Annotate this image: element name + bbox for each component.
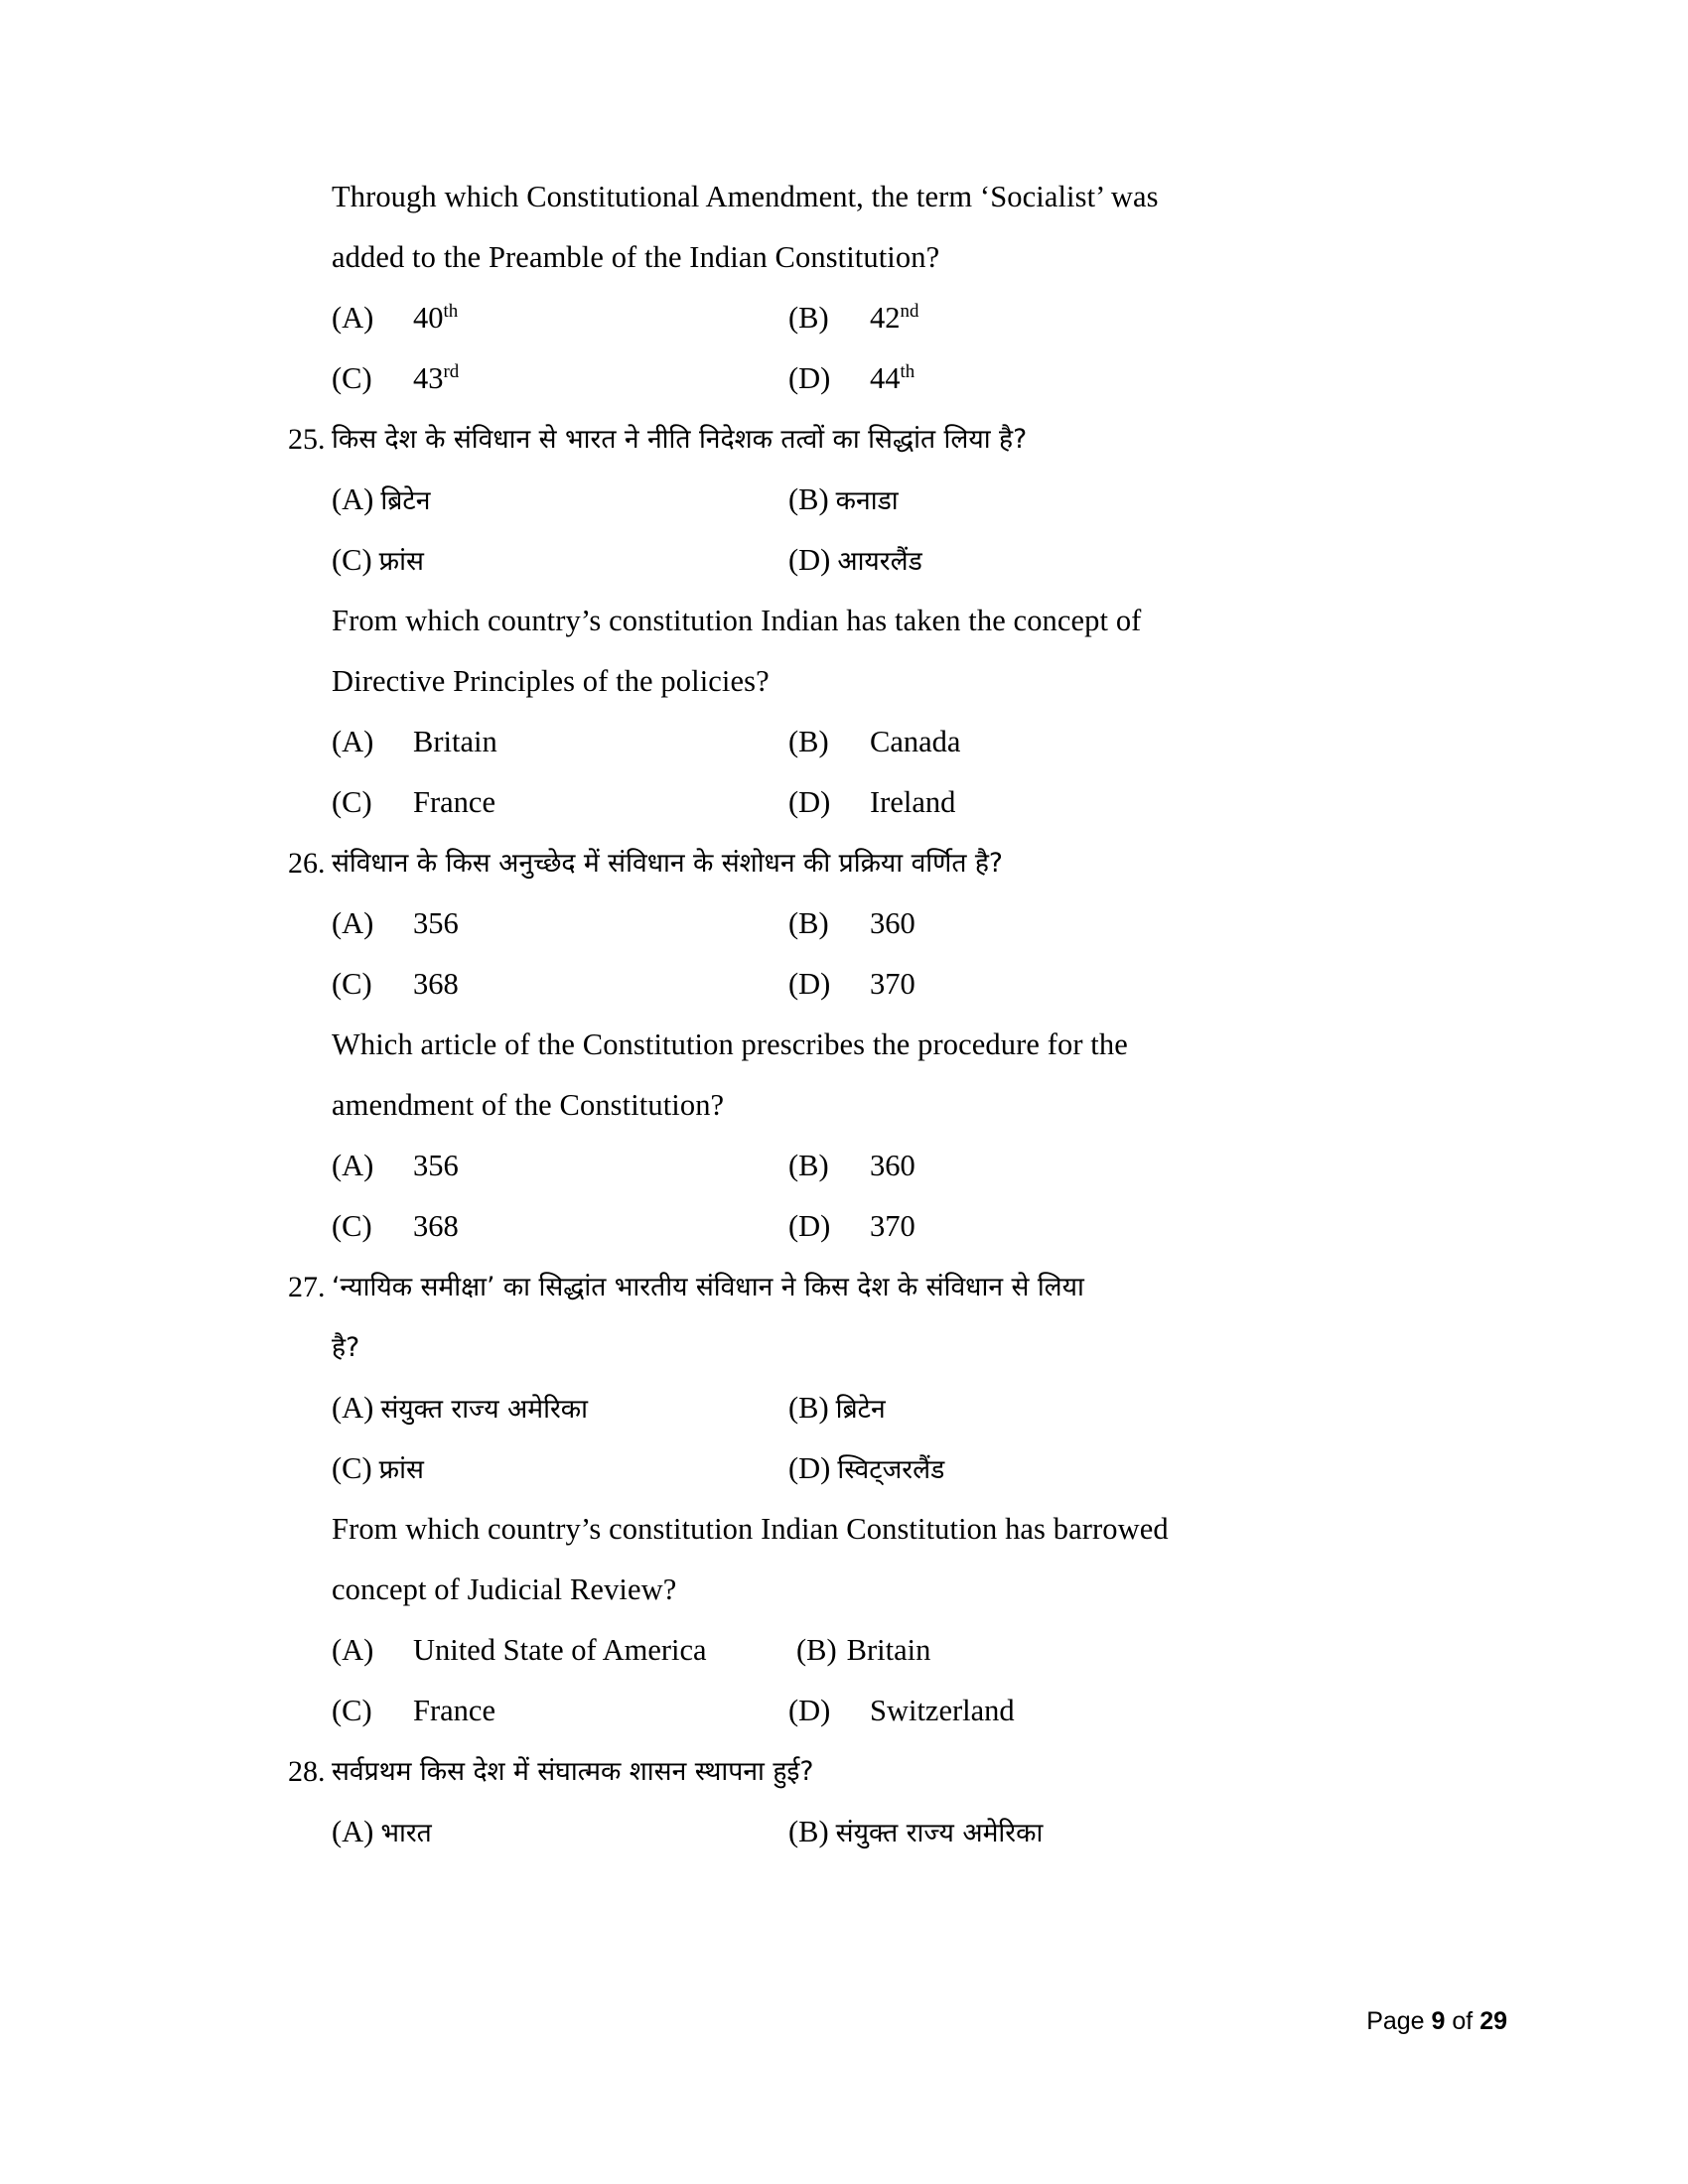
q25-stem-english-line2: Directive Principles of the policies? <box>332 664 770 698</box>
q26-option-a-hindi[interactable] <box>332 893 459 954</box>
q25-hindi-options-row-2 <box>288 530 1400 591</box>
q26-option-d-hindi[interactable] <box>788 954 915 1015</box>
option-label: (C) <box>332 785 372 819</box>
option-label: (A) <box>332 725 374 758</box>
q27-option-c-english[interactable] <box>332 1681 495 1741</box>
option-label: (D) <box>788 1694 831 1727</box>
q27-english-options-row-1 <box>288 1620 1400 1681</box>
q25-option-a-english[interactable] <box>332 712 497 772</box>
option-value: 368 <box>413 1209 459 1243</box>
q24-option-c[interactable] <box>332 348 459 409</box>
option-value: France <box>413 785 495 819</box>
q24-option-d[interactable] <box>788 348 914 409</box>
option-label: (D) <box>788 1209 831 1243</box>
option-label: (D) <box>788 1451 831 1485</box>
option-value: 44th <box>870 360 915 395</box>
q27-english-options-row-2 <box>288 1681 1400 1741</box>
option-label: (A) <box>332 1391 374 1425</box>
q25-english-options-row-2 <box>288 772 1400 833</box>
q26-option-b-hindi[interactable] <box>788 893 915 954</box>
option-value: फ्रांस <box>378 546 424 577</box>
option-label: (B) <box>788 1391 829 1425</box>
option-label: (A) <box>332 1149 374 1182</box>
q28-stem-hindi <box>288 1741 1400 1802</box>
option-label: (B) <box>788 906 829 940</box>
q25-hindi-options-row-1 <box>288 470 1400 530</box>
option-label: (C) <box>332 1694 372 1727</box>
ordinal-suffix: rd <box>443 360 460 382</box>
q26-option-b-english[interactable] <box>788 1136 915 1196</box>
option-label: (B) <box>796 1633 837 1667</box>
option-value: 43rd <box>413 360 460 395</box>
q26-option-c-hindi[interactable] <box>332 954 459 1015</box>
option-value: फ्रांस <box>378 1454 424 1485</box>
option-value: संयुक्त राज्य अमेरिका <box>380 1394 589 1425</box>
option-label: (D) <box>788 785 831 819</box>
q28-stem-hindi-text: सर्वप्रथम किस देश में संघात्मक शासन स्थापना हुई? <box>332 1756 814 1787</box>
option-label: (C) <box>332 967 372 1001</box>
q28-option-b-hindi[interactable] <box>788 1802 1043 1863</box>
option-value: Britain <box>846 1633 931 1667</box>
option-label: (B) <box>788 725 829 758</box>
q24-options-row-2 <box>288 348 1400 409</box>
option-value: 42nd <box>870 300 919 335</box>
q27-number: 27. <box>288 1271 326 1303</box>
q25-option-a-hindi[interactable] <box>332 470 430 531</box>
q25-stem-hindi-text: किस देश के संविधान से भारत ने नीति निदेशक तत्वों का सिद्धांत लिया है? <box>332 424 1028 455</box>
q25-stem-english-line1: From which country’s constitution Indian has taken the concept of <box>332 604 1142 637</box>
q27-hindi-options-row-2 <box>288 1438 1400 1499</box>
option-value: स्विट्जरलैंड <box>837 1454 945 1485</box>
option-value: संयुक्त राज्य अमेरिका <box>835 1818 1044 1848</box>
option-value: कनाडा <box>835 485 899 516</box>
question-content <box>288 167 1400 1862</box>
option-value: Britain <box>413 725 497 758</box>
q26-option-d-english[interactable] <box>788 1196 915 1257</box>
q24-option-b[interactable] <box>788 288 918 348</box>
option-value: 370 <box>870 1209 915 1243</box>
option-label: (C) <box>332 1209 372 1243</box>
option-value: ब्रिटेन <box>380 485 431 516</box>
option-label: (A) <box>332 1815 374 1848</box>
option-label: (C) <box>332 1451 372 1485</box>
q27-option-d-hindi[interactable] <box>788 1438 944 1500</box>
option-label: (B) <box>788 301 829 335</box>
ordinal-suffix: th <box>900 360 915 382</box>
q27-hindi-options-row-1 <box>288 1378 1400 1438</box>
q25-english-options-row-1 <box>288 712 1400 772</box>
option-value: 360 <box>870 906 915 940</box>
q27-stem-english-line1: From which country’s constitution Indian Constitution has barrowed <box>332 1512 1169 1546</box>
q27-stem-hindi-line2: है? <box>332 1332 360 1363</box>
option-label: (C) <box>332 543 372 577</box>
option-value: भारत <box>380 1818 432 1848</box>
option-value: Ireland <box>870 785 956 819</box>
q26-english-options-row-2 <box>288 1196 1400 1257</box>
q27-option-b-english[interactable] <box>796 1620 930 1681</box>
q25-option-d-hindi[interactable] <box>788 530 922 592</box>
q26-stem-hindi-text: संविधान के किस अनुच्छेद में संविधान के संशोधन की प्रक्रिया वर्णित है? <box>332 848 1003 879</box>
q26-number: 26. <box>288 847 326 880</box>
q27-option-a-english[interactable] <box>332 1620 707 1681</box>
q24-option-a[interactable] <box>332 288 458 348</box>
option-label: (C) <box>332 361 372 395</box>
option-label: (B) <box>788 1149 829 1182</box>
q27-option-a-hindi[interactable] <box>332 1378 588 1439</box>
q25-number: 25. <box>288 423 326 456</box>
option-label: (B) <box>788 1815 829 1848</box>
q27-stem-hindi-text: ‘न्यायिक समीक्षा’ का सिद्धांत भारतीय संविधान ने किस देश के संविधान से लिया <box>332 1272 1084 1302</box>
option-label: (A) <box>332 301 374 335</box>
option-label: (D) <box>788 361 831 395</box>
q26-english-options-row-1 <box>288 1136 1400 1196</box>
option-label: (A) <box>332 482 374 516</box>
page-footer <box>1366 2007 1507 2036</box>
footer-middle: of <box>1445 2007 1480 2035</box>
q26-option-a-english[interactable] <box>332 1136 459 1196</box>
q24-stem-line2: added to the Preamble of the Indian Constitution? <box>332 240 940 274</box>
option-value: आयरलैंड <box>837 546 922 577</box>
q25-option-b-hindi[interactable] <box>788 470 899 531</box>
q24-stem-line1: Through which Constitutional Amendment, the term ‘Socialist’ was <box>332 180 1159 213</box>
q27-option-b-hindi[interactable] <box>788 1378 886 1439</box>
q24-options-row-1 <box>288 288 1400 348</box>
q27-option-c-hindi[interactable] <box>332 1438 424 1500</box>
q26-stem-english-line2: amendment of the Constitution? <box>332 1088 725 1122</box>
option-value: 368 <box>413 967 459 1001</box>
option-label: (B) <box>788 482 829 516</box>
q26-hindi-options-row-1 <box>288 893 1400 954</box>
q27-stem-english-line2: concept of Judicial Review? <box>332 1572 677 1606</box>
q28-number: 28. <box>288 1755 326 1788</box>
ordinal-suffix: th <box>443 300 459 322</box>
q25-option-d-english[interactable] <box>788 772 955 833</box>
q25-option-c-hindi[interactable] <box>332 530 424 592</box>
q25-option-b-english[interactable] <box>788 712 960 772</box>
footer-total-pages: 29 <box>1479 2007 1507 2035</box>
option-value: United State of America <box>413 1633 707 1667</box>
option-value: Canada <box>870 725 961 758</box>
footer-current-page: 9 <box>1431 2007 1446 2035</box>
option-value: 40th <box>413 300 459 335</box>
option-label: (A) <box>332 1633 374 1667</box>
q26-stem-hindi <box>288 833 1400 893</box>
q26-hindi-options-row-2 <box>288 954 1400 1015</box>
ordinal-suffix: nd <box>900 300 919 322</box>
option-value: 356 <box>413 1149 459 1182</box>
option-value: 356 <box>413 906 459 940</box>
option-label: (A) <box>332 906 374 940</box>
q28-option-a-hindi[interactable] <box>332 1802 432 1863</box>
q27-stem-hindi-line1 <box>288 1257 1400 1317</box>
option-value: Switzerland <box>870 1694 1015 1727</box>
q28-hindi-options-row-1 <box>288 1802 1400 1862</box>
q25-stem-hindi <box>288 409 1400 470</box>
option-label: (D) <box>788 543 831 577</box>
q27-option-d-english[interactable] <box>788 1681 1015 1741</box>
option-value: France <box>413 1694 495 1727</box>
q26-stem-english-line1: Which article of the Constitution prescribes the procedure for the <box>332 1027 1128 1061</box>
q25-option-c-english[interactable] <box>332 772 495 833</box>
option-value: 360 <box>870 1149 915 1182</box>
footer-prefix: Page <box>1366 2007 1432 2035</box>
option-label: (D) <box>788 967 831 1001</box>
q26-option-c-english[interactable] <box>332 1196 459 1257</box>
option-value: ब्रिटेन <box>835 1394 886 1425</box>
option-value: 370 <box>870 967 915 1001</box>
